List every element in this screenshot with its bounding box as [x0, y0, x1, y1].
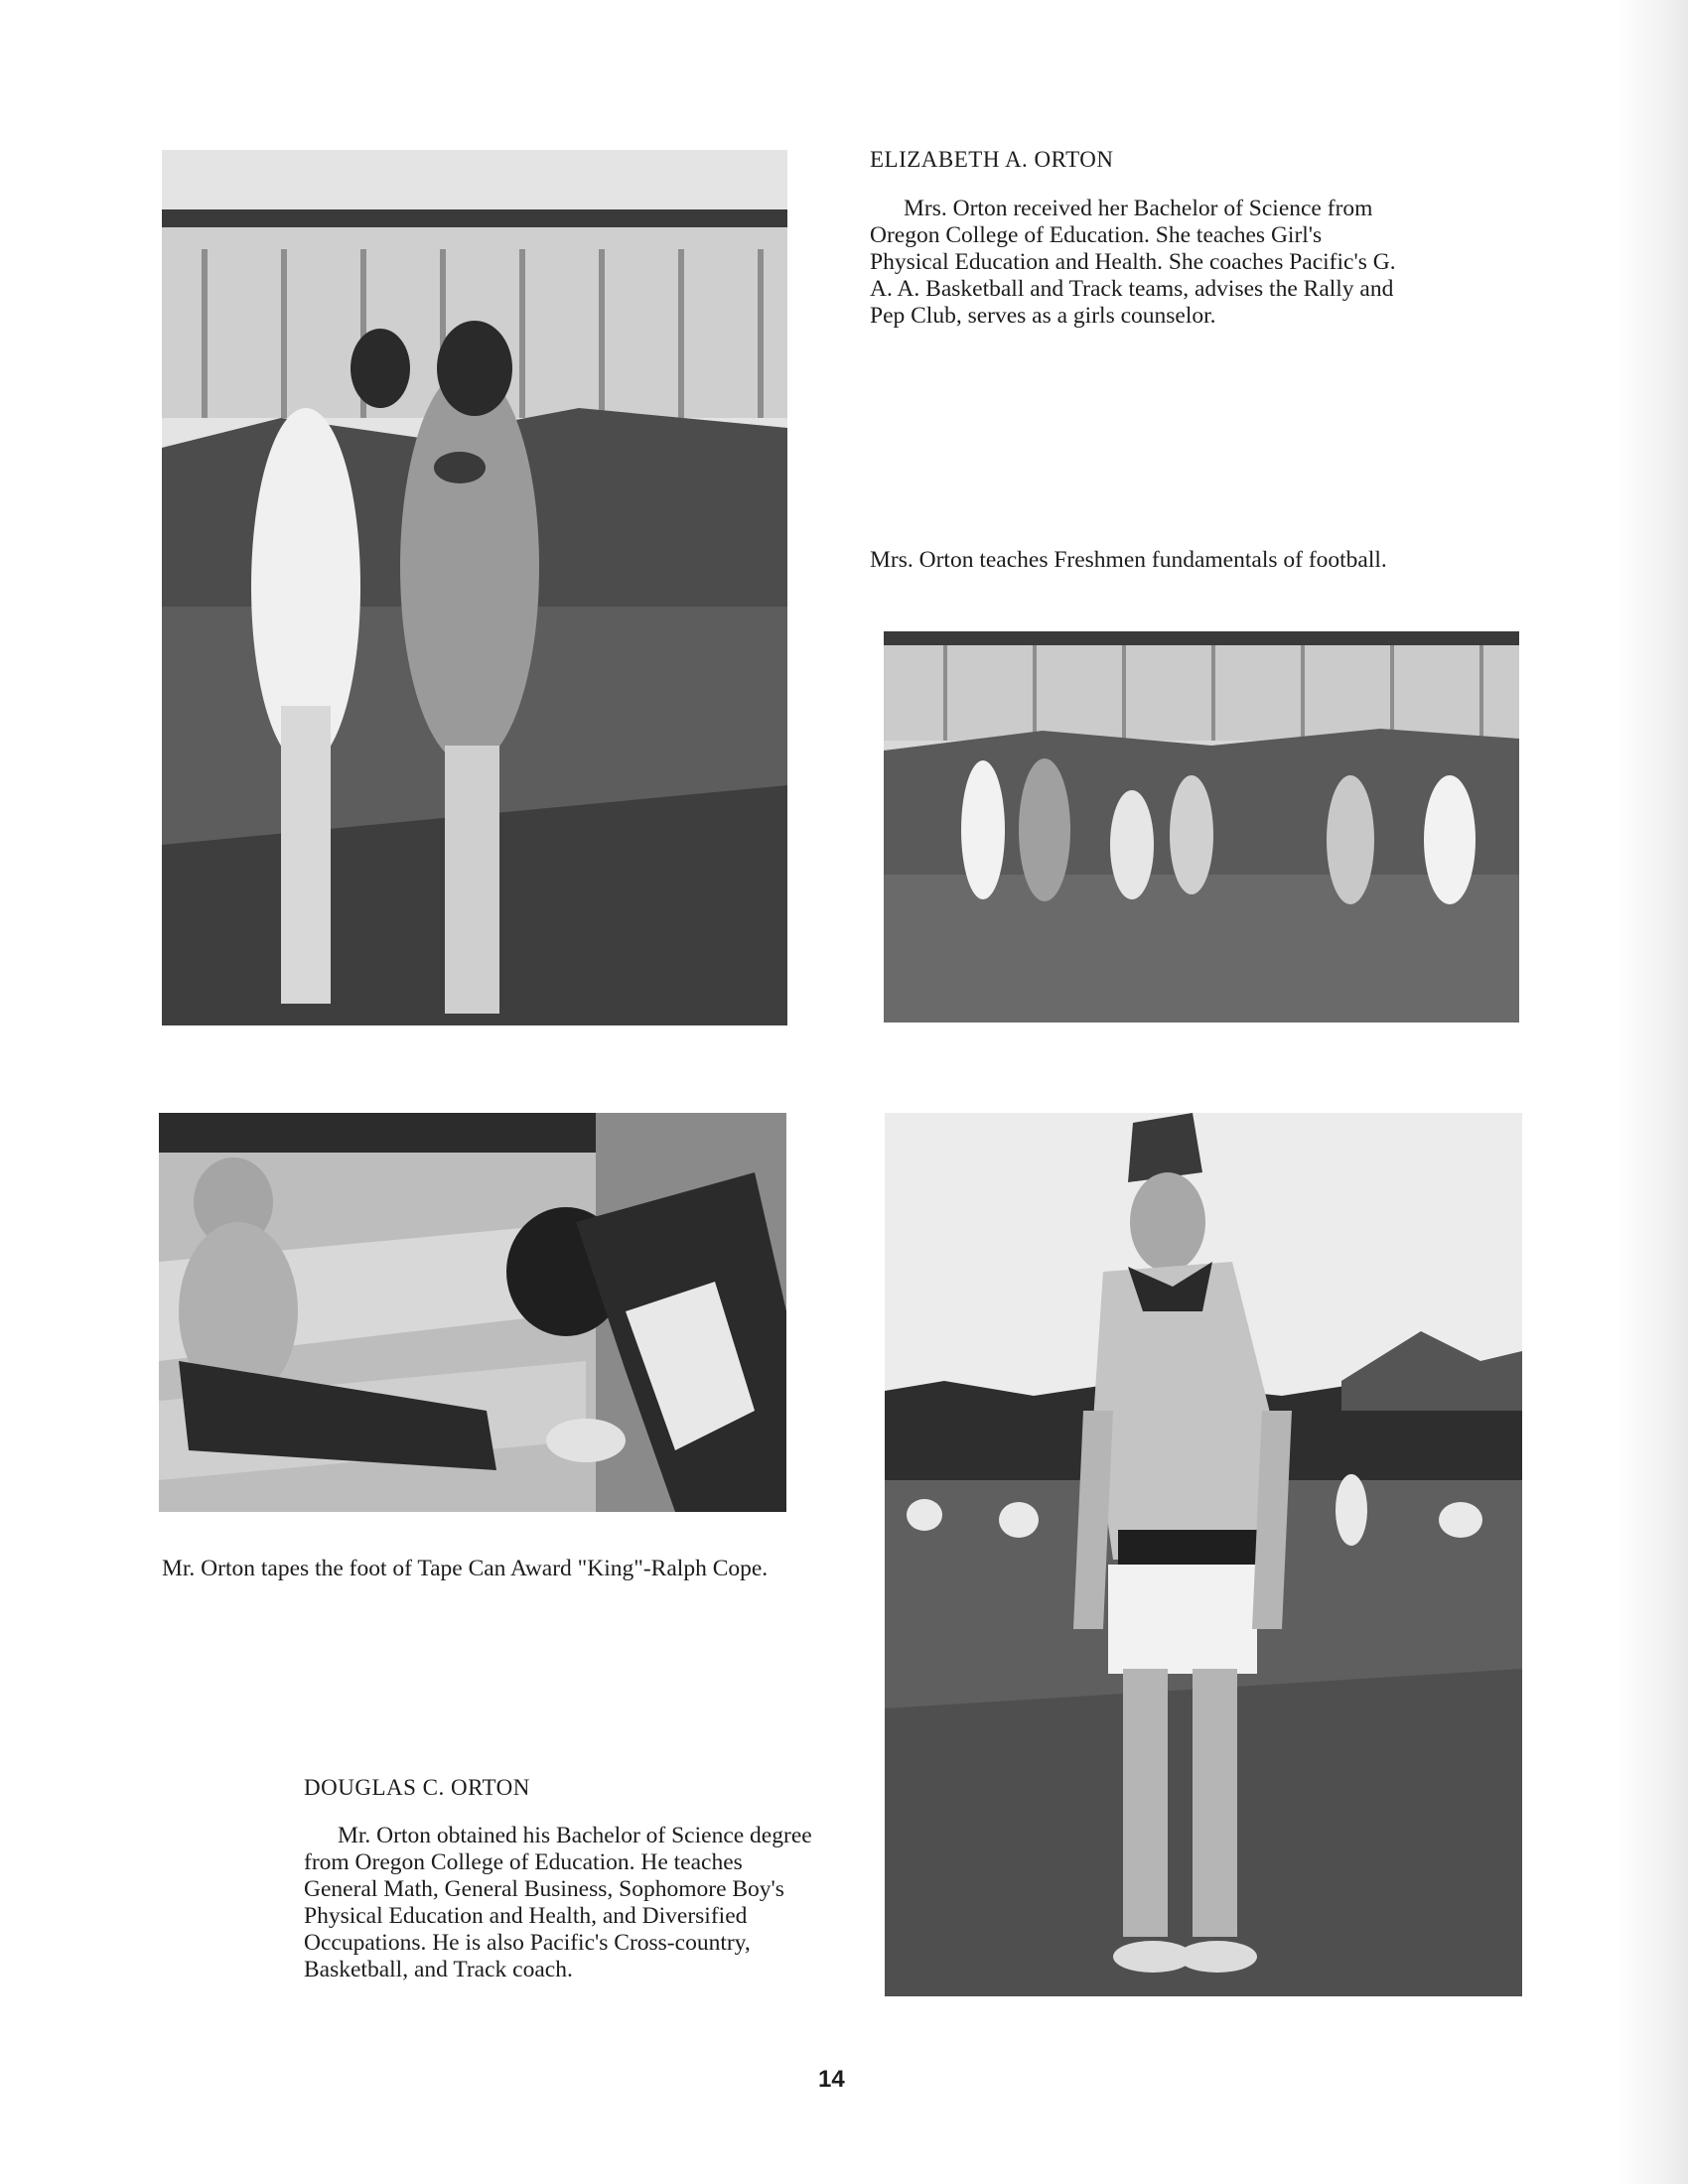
- taping-foot-caption: Mr. Orton tapes the foot of Tape Can Award "King"-Ralph Cope.: [162, 1556, 769, 1581]
- page-number: 14: [818, 2066, 845, 2093]
- photo-girls-with-football: [162, 150, 787, 1025]
- photo-icon: [159, 1113, 786, 1512]
- photo-icon: [884, 631, 1519, 1023]
- photo-coach-on-field: [885, 1113, 1522, 1996]
- photo-icon: [162, 150, 787, 1025]
- douglas-name-heading: DOUGLAS C. ORTON: [304, 1775, 530, 1800]
- photo-freshmen-football-group: [884, 631, 1519, 1023]
- douglas-bio: Mr. Orton obtained his Bachelor of Science degree from Oregon College of Education. He teaches General Math, General Business, Sophomore Boy's Physical Education and Health, and Diversified Occupations. He is also Pacific's Cross-country, Basketball, and Track coach.: [304, 1823, 812, 1982]
- elizabeth-name-heading: ELIZABETH A. ORTON: [870, 147, 1114, 172]
- page-edge-shadow: [1617, 0, 1688, 2184]
- freshmen-football-caption: Mrs. Orton teaches Freshmen fundamentals of football.: [870, 547, 1387, 573]
- elizabeth-bio: Mrs. Orton received her Bachelor of Science from Oregon College of Education. She teaches Girl's Physical Education and Health. She coaches Pacific's G. A. A. Basketball and Track teams, advises the Rally and Pep Club, serves as a girls counselor.: [870, 196, 1396, 329]
- photo-taping-foot: [159, 1113, 786, 1512]
- photo-icon: [885, 1113, 1522, 1996]
